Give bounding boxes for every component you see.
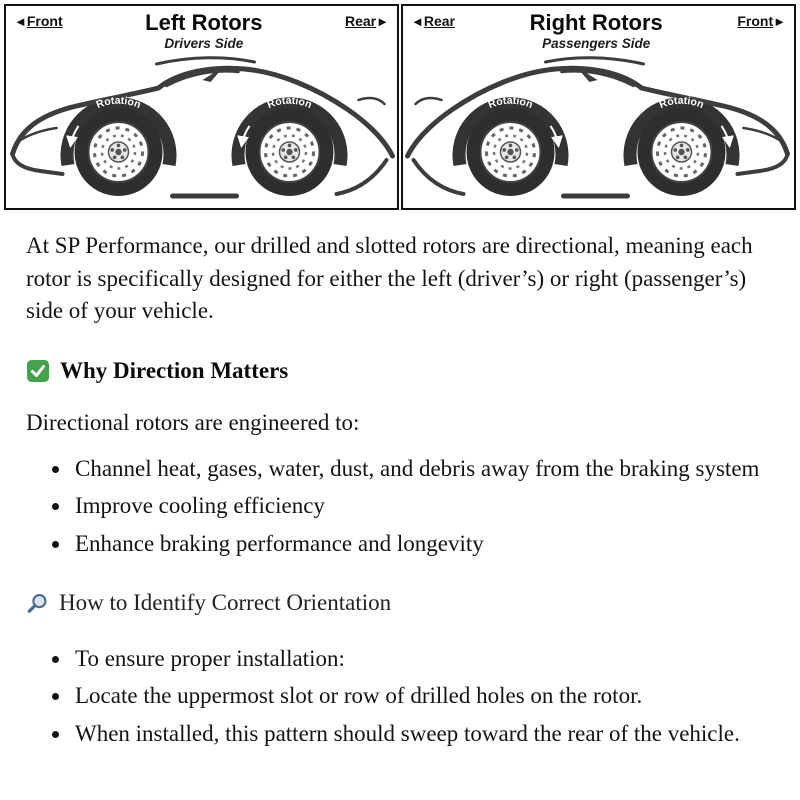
arrow-right-icon: ►: [376, 14, 389, 29]
right-panel-titles: [530, 11, 663, 52]
rotation-label: Rotation: [94, 94, 143, 112]
heading-text: How to Identify Correct Orientation: [59, 590, 392, 615]
list-item: • Channel heat, gases, water, dust, and debris away from the braking system: [72, 452, 774, 485]
rotation-label: Rotation: [486, 94, 535, 112]
rear-direction-label: Rear►: [344, 13, 389, 29]
rotor-direction-diagram: [4, 4, 796, 210]
arrow-right-icon: ►: [773, 14, 786, 29]
article-body: [0, 230, 800, 788]
list-item: • Enhance braking performance and longevity: [72, 527, 774, 560]
panel-subtitle: Passengers Side: [542, 36, 651, 52]
panel-subtitle: Drivers Side: [164, 36, 244, 52]
left-panel-header: [6, 6, 397, 52]
check-icon: [26, 359, 50, 383]
arrow-left-icon: ◄: [411, 14, 424, 29]
right-car-illustration: [403, 56, 794, 208]
left-rotors-panel: [4, 4, 399, 210]
left-panel-titles: [145, 11, 262, 52]
list-item: • To ensure proper installation:: [72, 642, 774, 675]
magnifier-icon: [26, 592, 49, 615]
page: [0, 4, 800, 788]
panel-title: Left Rotors: [145, 10, 263, 35]
rear-direction-label: ◄Rear: [411, 13, 456, 29]
panel-title: Right Rotors: [529, 10, 663, 35]
heading-text: Why Direction Matters: [60, 357, 289, 383]
left-car-illustration: [6, 56, 397, 208]
identify-orientation-heading: [26, 590, 774, 616]
front-direction-label: Front►: [737, 13, 786, 29]
rotation-label: Rotation: [265, 94, 314, 112]
right-rotors-panel: [401, 4, 796, 210]
why-direction-matters-heading: [26, 358, 774, 384]
intro-paragraph: At SP Performance, our drilled and slotted rotors are directional, meaning each rotor is specifically designed for either the left (driver’s) or right (passenger’s) side of your vehicle.: [26, 233, 753, 324]
list-item: • When installed, this pattern should sweep toward the rear of the vehicle.: [72, 717, 774, 750]
list-item: • Locate the uppermost slot or row of drilled holes on the rotor.: [72, 679, 774, 712]
identify-bullet-list: [26, 642, 774, 750]
rotation-label: Rotation: [657, 94, 706, 112]
right-panel-header: [403, 6, 794, 52]
why-bullet-list: [26, 452, 774, 560]
arrow-left-icon: ◄: [14, 14, 27, 29]
why-lead-text: Directional rotors are engineered to:: [26, 409, 360, 435]
front-direction-label: ◄Front: [14, 13, 63, 29]
list-item: • Improve cooling efficiency: [72, 489, 774, 522]
